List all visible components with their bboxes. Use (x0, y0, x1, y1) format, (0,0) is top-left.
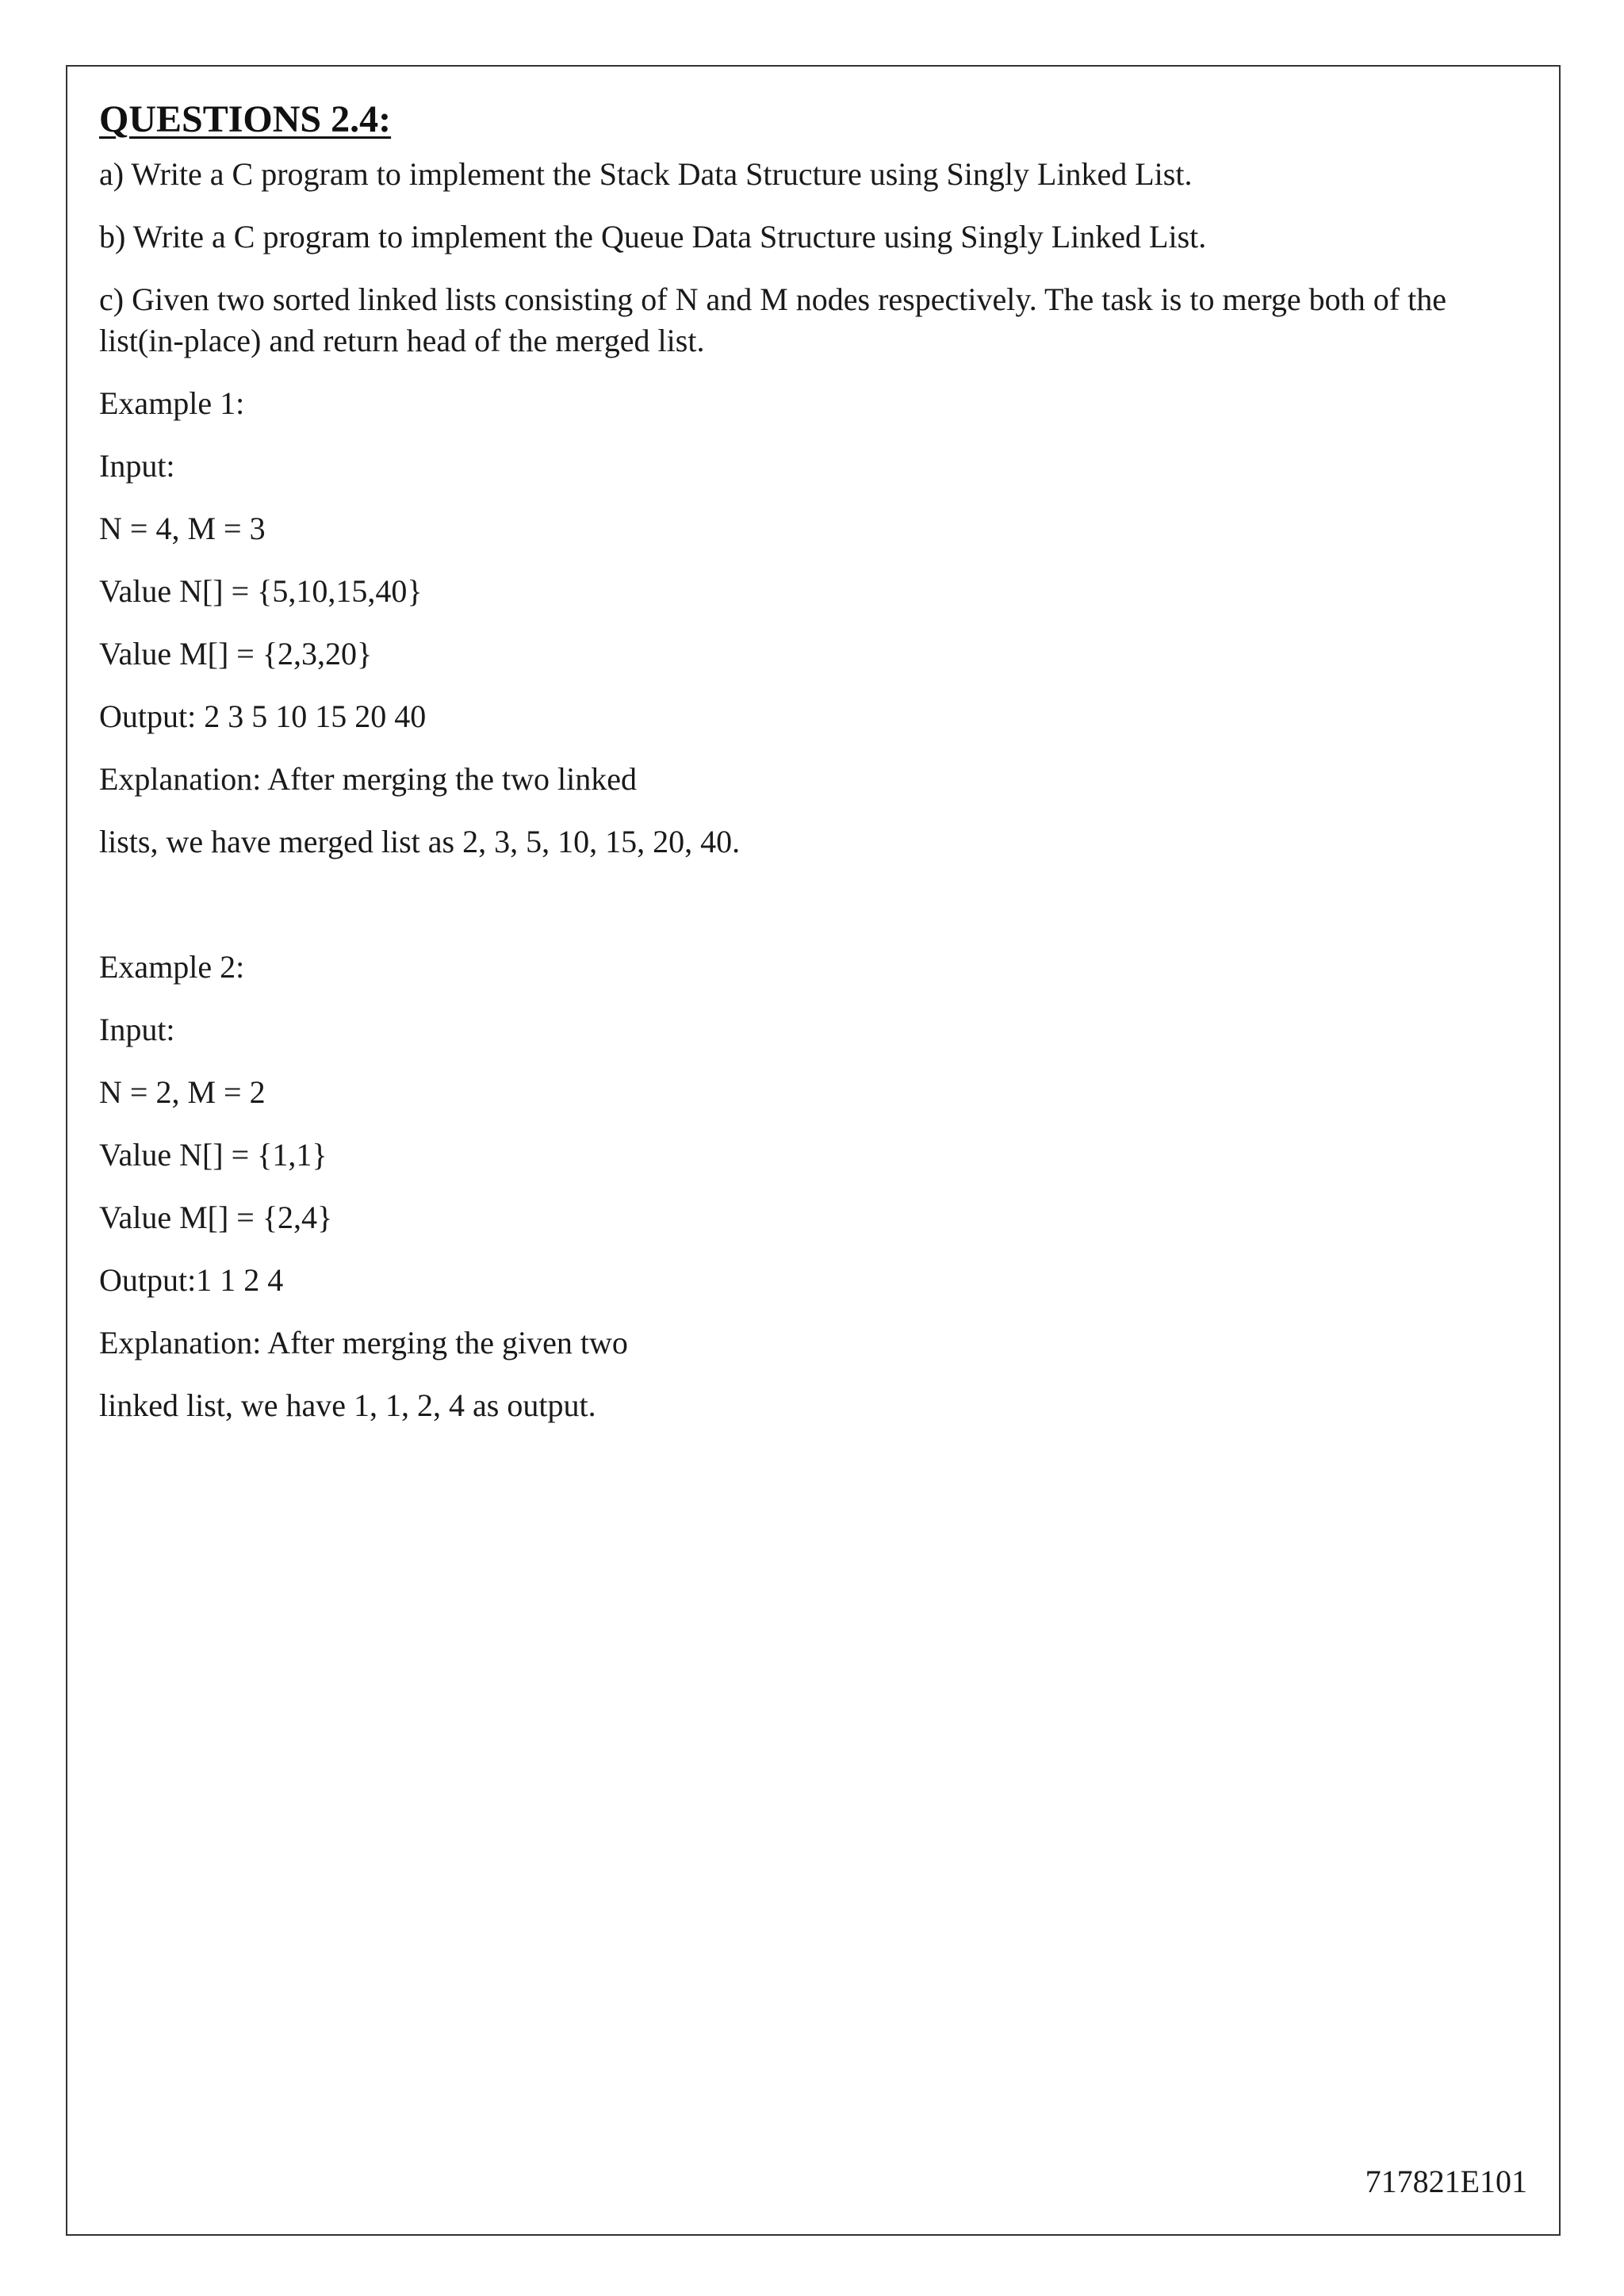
spacer (99, 884, 1527, 947)
example-1-explanation-line-1: Explanation: After merging the two linked (99, 760, 638, 797)
question-a: a) Write a C program to implement the Stack Data Structure using Singly Linked List. (99, 155, 1193, 192)
example-2-output: Output:1 1 2 4 (99, 1261, 284, 1298)
example-1-output: Output: 2 3 5 10 15 20 40 (99, 698, 427, 734)
example-1-input-label: Input: (99, 447, 175, 484)
page-footer-id: 717821E101 (1365, 2164, 1527, 2199)
question-c: c) Given two sorted linked lists consisting of N and M nodes respectively. The task is to merge both of the list(in-place) and return head of the merged list. (99, 281, 1446, 358)
example-1-explanation-line-2: lists, we have merged list as 2, 3, 5, 10, 15, 20, 40. (99, 823, 741, 859)
example-1-title: Example 1: (99, 385, 245, 421)
document-content (99, 97, 1527, 1448)
page-title: QUESTIONS 2.4: (99, 98, 392, 140)
example-2-title: Example 2: (99, 948, 245, 985)
example-2-value-n: Value N[] = {1,1} (99, 1136, 327, 1173)
example-2-value-m: Value M[] = {2,4} (99, 1199, 333, 1235)
page-border (66, 65, 1561, 2236)
question-b: b) Write a C program to implement the Queue Data Structure using Singly Linked List. (99, 218, 1207, 254)
example-2-explanation-line-1: Explanation: After merging the given two (99, 1324, 628, 1360)
example-1-value-m: Value M[] = {2,3,20} (99, 635, 373, 672)
example-2-explanation-line-2: linked list, we have 1, 1, 2, 4 as output. (99, 1387, 596, 1423)
example-1-value-n: Value N[] = {5,10,15,40} (99, 572, 423, 609)
example-1-sizes: N = 4, M = 3 (99, 510, 266, 546)
example-2-sizes: N = 2, M = 2 (99, 1073, 266, 1110)
example-2-input-label: Input: (99, 1011, 175, 1047)
